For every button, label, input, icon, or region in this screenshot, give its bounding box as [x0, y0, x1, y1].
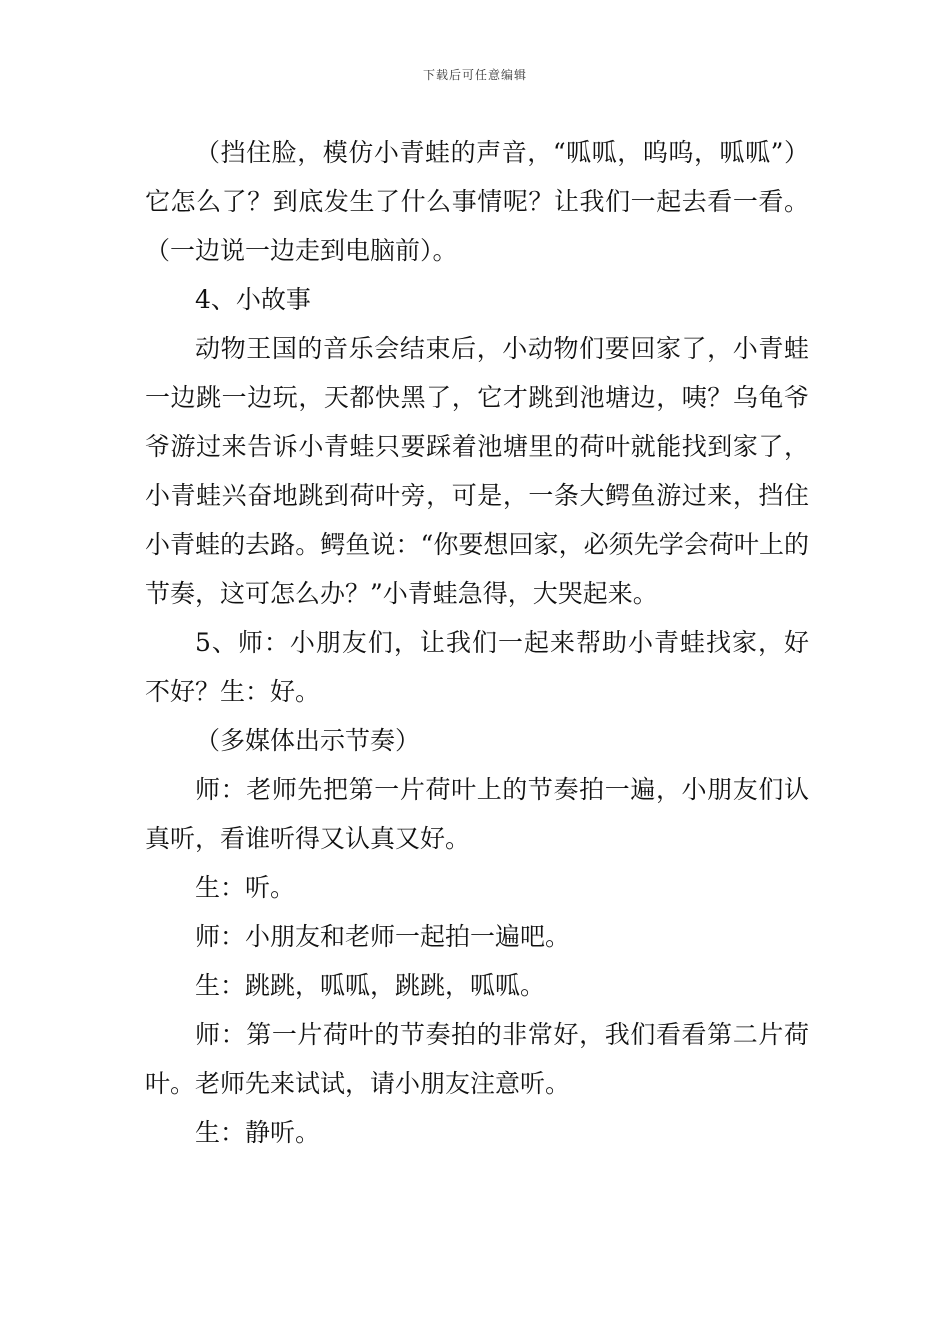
paragraph-student-quiet-listen: 生：静听。 [195, 1118, 321, 1147]
paragraph-student-rhythm: 生：跳跳，呱呱，跳跳，呱呱。 [195, 971, 546, 1000]
paragraph-intro: （挡住脸，模仿小青蛙的声音，“呱呱，呜呜，呱呱”）它怎么了？到底发生了什么事情呢？让我们一起去看一看。（一边说一边走到电脑前）。 [145, 138, 809, 265]
paragraph-story: 动物王国的音乐会结束后，小动物们要回家了，小青蛙一边跳一边玩，天都快黑了，它才跳到池塘边，咦？乌龟爷爷游过来告诉小青蛙只要踩着池塘里的荷叶就能找到家了，小青蛙兴奋地跳到荷叶旁，可是，一条大鳄鱼游过来，挡住小青蛙的去路。鳄鱼说：“你要想回家，必须先学会荷叶上的节奏，这可怎么办？”小青蛙急得，大哭起来。 [145, 334, 809, 608]
paragraph-teacher-together: 师：小朋友和老师一起拍一遍吧。 [195, 922, 571, 951]
paragraph-section-4-heading: 4、小故事 [195, 285, 311, 314]
page-header: 下载后可任意编辑 [422, 68, 527, 82]
paragraph-student-listen: 生：听。 [195, 873, 296, 902]
paragraph-multimedia-note: （多媒体出示节奏） [195, 726, 421, 755]
paragraph-teacher-first-leaf: 师：老师先把第一片荷叶上的节奏拍一遍，小朋友们认真听，看谁听得又认真又好。 [145, 775, 809, 853]
document-body [145, 128, 809, 1157]
paragraph-section-5: 5、师：小朋友们，让我们一起来帮助小青蛙找家，好不好？生：好。 [145, 628, 809, 706]
paragraph-teacher-second-leaf: 师：第一片荷叶的节奏拍的非常好，我们看看第二片荷叶。老师先来试试，请小朋友注意听。 [145, 1020, 809, 1098]
